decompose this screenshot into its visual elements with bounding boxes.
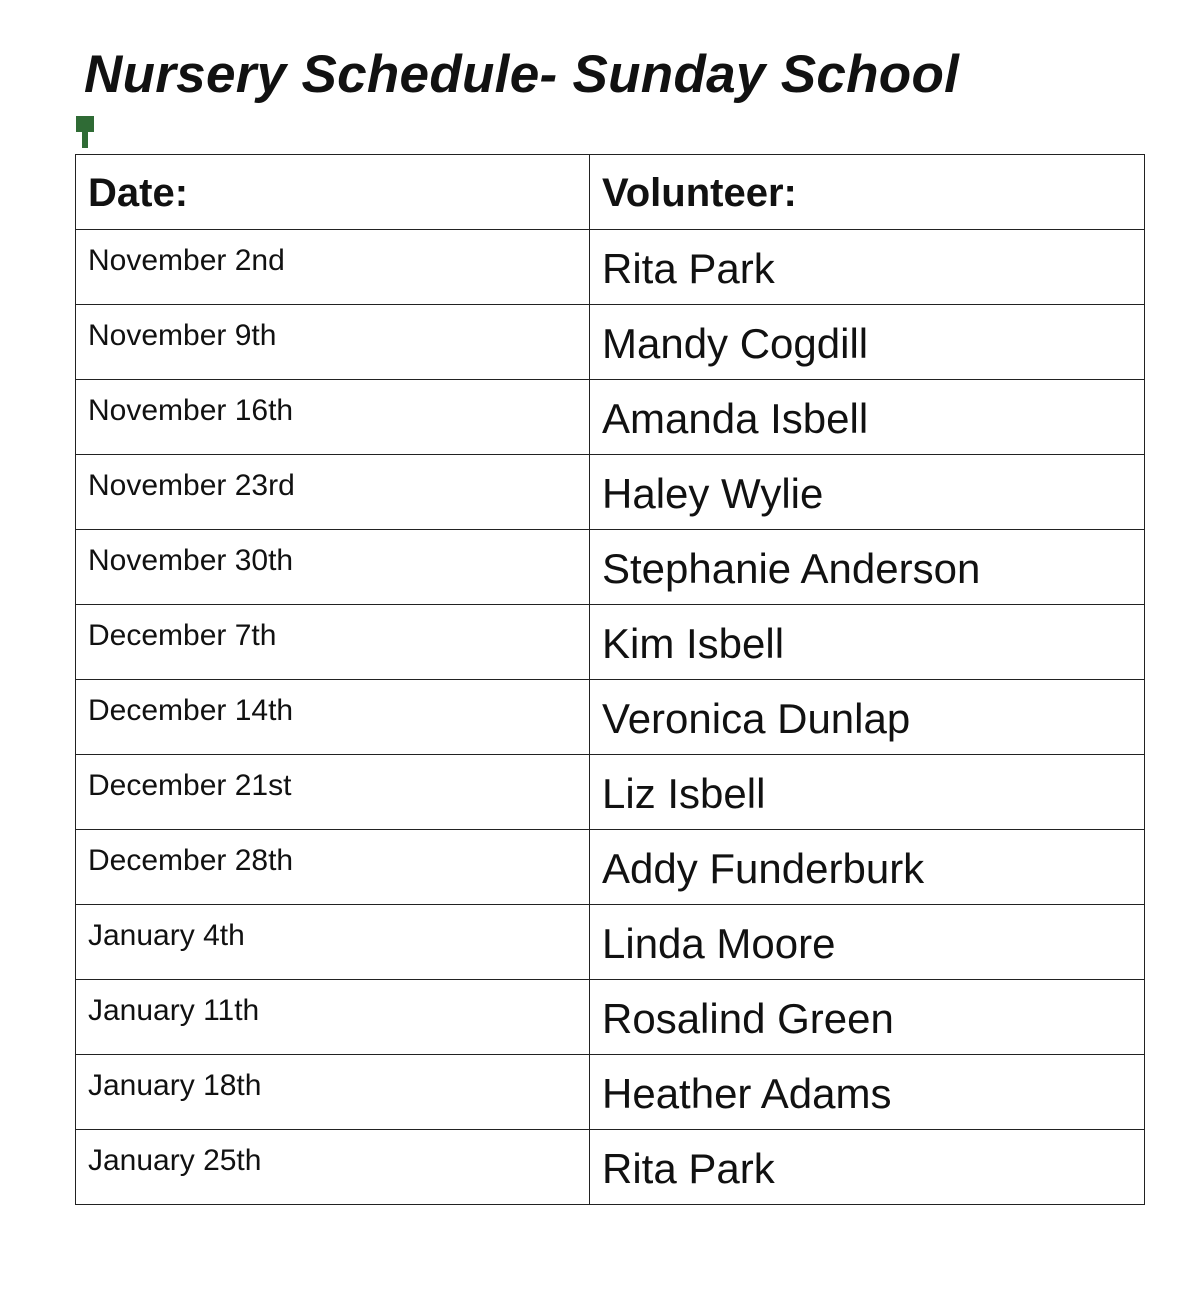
date-cell[interactable]: November 2nd bbox=[76, 230, 590, 305]
volunteer-cell[interactable]: Liz Isbell bbox=[590, 755, 1145, 830]
volunteer-column-header[interactable]: Volunteer: bbox=[590, 155, 1145, 230]
table-header-row bbox=[76, 155, 1145, 230]
table-row bbox=[76, 1130, 1145, 1205]
volunteer-cell[interactable]: Heather Adams bbox=[590, 1055, 1145, 1130]
table-row bbox=[76, 530, 1145, 605]
table-row bbox=[76, 830, 1145, 905]
table-move-handle-icon[interactable] bbox=[76, 116, 94, 148]
date-cell[interactable]: November 9th bbox=[76, 305, 590, 380]
volunteer-cell[interactable]: Rita Park bbox=[590, 230, 1145, 305]
table-row bbox=[76, 680, 1145, 755]
table-row bbox=[76, 755, 1145, 830]
date-cell[interactable]: December 14th bbox=[76, 680, 590, 755]
date-cell[interactable]: December 7th bbox=[76, 605, 590, 680]
volunteer-cell[interactable]: Rosalind Green bbox=[590, 980, 1145, 1055]
table-row bbox=[76, 305, 1145, 380]
date-cell[interactable]: November 23rd bbox=[76, 455, 590, 530]
schedule-table-body bbox=[76, 155, 1145, 1205]
date-cell[interactable]: January 4th bbox=[76, 905, 590, 980]
table-row bbox=[76, 230, 1145, 305]
date-cell[interactable]: January 18th bbox=[76, 1055, 590, 1130]
volunteer-cell[interactable]: Haley Wylie bbox=[590, 455, 1145, 530]
table-row bbox=[76, 1055, 1145, 1130]
volunteer-cell[interactable]: Amanda Isbell bbox=[590, 380, 1145, 455]
date-cell[interactable]: December 21st bbox=[76, 755, 590, 830]
date-cell[interactable]: December 28th bbox=[76, 830, 590, 905]
table-row bbox=[76, 455, 1145, 530]
volunteer-cell[interactable]: Rita Park bbox=[590, 1130, 1145, 1205]
schedule-table bbox=[75, 154, 1145, 1205]
table-row bbox=[76, 605, 1145, 680]
volunteer-cell[interactable]: Mandy Cogdill bbox=[590, 305, 1145, 380]
volunteer-cell[interactable]: Addy Funderburk bbox=[590, 830, 1145, 905]
document-title: Nursery Schedule- Sunday School bbox=[84, 45, 960, 104]
table-row bbox=[76, 980, 1145, 1055]
volunteer-cell[interactable]: Stephanie Anderson bbox=[590, 530, 1145, 605]
volunteer-cell[interactable]: Linda Moore bbox=[590, 905, 1145, 980]
date-cell[interactable]: January 25th bbox=[76, 1130, 590, 1205]
volunteer-cell[interactable]: Veronica Dunlap bbox=[590, 680, 1145, 755]
table-row bbox=[76, 380, 1145, 455]
table-row bbox=[76, 905, 1145, 980]
date-cell[interactable]: November 16th bbox=[76, 380, 590, 455]
date-column-header[interactable]: Date: bbox=[76, 155, 590, 230]
date-cell[interactable]: November 30th bbox=[76, 530, 590, 605]
date-cell[interactable]: January 11th bbox=[76, 980, 590, 1055]
volunteer-cell[interactable]: Kim Isbell bbox=[590, 605, 1145, 680]
